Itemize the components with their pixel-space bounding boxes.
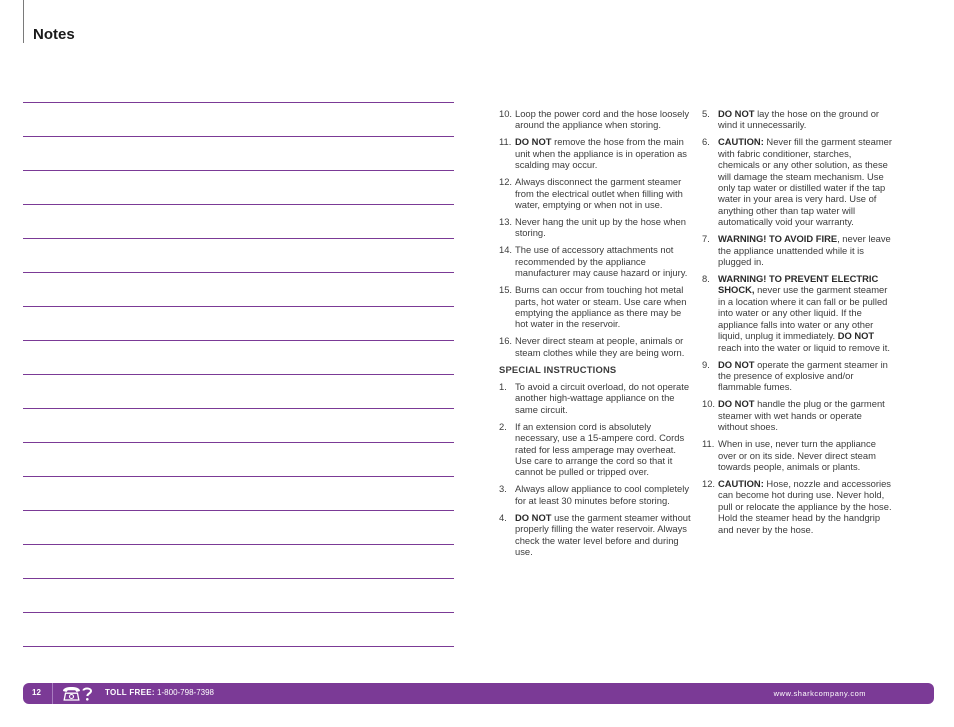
item-number: 2. [499, 420, 507, 432]
item-number: 12. [499, 176, 513, 188]
list-item [499, 244, 691, 278]
note-line [23, 612, 454, 613]
note-line [23, 408, 454, 409]
item-number: 11. [499, 136, 512, 148]
item-text [718, 478, 894, 535]
note-line [23, 340, 454, 341]
item-body: Burns can occur from touching hot metal parts, hot water or steam. Use care when emptying the appliance as there may be hot water in the reservoir. [515, 284, 687, 330]
item-emphasis: DO NOT [515, 136, 552, 148]
list-item [499, 284, 691, 330]
list-item [702, 273, 894, 353]
page-title: Notes [33, 26, 75, 43]
item-text [718, 273, 894, 353]
note-line [23, 544, 454, 545]
list-item [499, 512, 691, 558]
item-body: never use the garment steamer in a location where it can fall or be pulled into water or any other liquid. If the appliance falls into water or any other liquid, unplug it immediately. [718, 284, 888, 342]
item-body: lay the hose on the ground or wind it unnecessarily. [718, 108, 880, 131]
item-body: , never leave the appliance unattended while it is plugged in. [718, 233, 891, 268]
list-item [499, 381, 691, 415]
item-text [718, 136, 894, 227]
instructions-column-1 [499, 108, 691, 563]
website-link[interactable]: www.sharkcompany.com [773, 689, 866, 698]
item-text [515, 335, 691, 358]
item-number: 5. [702, 108, 710, 119]
list-item [499, 176, 691, 210]
item-number: 14. [499, 244, 513, 256]
item-emphasis: CAUTION: [718, 477, 764, 489]
list-item [702, 478, 894, 535]
instructions-column-2 [702, 108, 894, 541]
item-number: 13. [499, 216, 513, 228]
item-emphasis: CAUTION: [718, 136, 764, 148]
list-item [499, 421, 691, 478]
toll-free [105, 688, 214, 697]
item-emphasis: DO NOT [718, 398, 755, 410]
item-body: remove the hose from the main unit when the appliance is in operation as scalding may occur. [515, 136, 687, 171]
toll-free-label: TOLL FREE: [105, 688, 155, 697]
item-text [515, 244, 691, 278]
item-number: 11. [702, 438, 715, 450]
note-line [23, 476, 454, 477]
note-line [23, 442, 454, 443]
item-text [515, 483, 691, 506]
list-item [499, 136, 691, 170]
item-text [515, 108, 691, 131]
list-item [702, 136, 894, 227]
list-item [702, 359, 894, 393]
note-line [23, 170, 454, 171]
list-item [499, 335, 691, 358]
item-number: 1. [499, 380, 507, 392]
item-body: Hose, nozzle and accessories can become hot during use. Never hold, pull or relocate the appliance by the hose. Hold the steamer head by the handgrip and never by the hose. [718, 477, 892, 535]
item-text [718, 398, 894, 432]
item-number: 12. [702, 477, 716, 489]
item-number: 9. [702, 358, 710, 370]
special-instructions-heading: SPECIAL INSTRUCTIONS [499, 363, 617, 375]
item-body: operate the garment steamer in the presence of explosive and/or flammable fumes. [718, 358, 888, 393]
list-item [499, 108, 691, 131]
item-emphasis: WARNING! TO PREVENT ELECTRIC SHOCK, [718, 273, 879, 296]
item-number: 10. [499, 108, 513, 119]
item-number: 15. [499, 284, 513, 296]
item-number: 3. [499, 483, 507, 495]
item-text [515, 284, 691, 330]
toll-free-number: 1-800-798-7398 [154, 688, 214, 697]
item-number: 8. [702, 273, 710, 285]
item-text [515, 512, 691, 558]
footer-divider [52, 683, 53, 704]
note-line [23, 238, 454, 239]
note-line [23, 374, 454, 375]
item-body: Always allow appliance to cool completely for at least 30 minutes before storing. [515, 483, 690, 506]
list-item [702, 233, 894, 267]
item-body: If an extension cord is absolutely necessary, use a 15-ampere cord. Cords rated for less amperage may overheat. Use care to arrange the cord so that it cannot be pulled or tripped over. [515, 420, 685, 478]
item-body: handle the plug or the garment steamer with wet hands or operate without shoes. [718, 398, 885, 433]
item-text [718, 359, 894, 393]
item-body: reach into the water or liquid to remove it. [718, 341, 890, 353]
item-text [718, 233, 894, 267]
item-body: Always disconnect the garment steamer from the electrical outlet when filling with water, emptying or when not in use. [515, 176, 683, 211]
note-line [23, 510, 454, 511]
list-item [702, 398, 894, 432]
item-text [515, 136, 691, 170]
list-item [702, 438, 894, 472]
item-text [718, 108, 894, 131]
item-body: When in use, never turn the appliance over or on its side. Never direct steam towards people, animals or plants. [718, 438, 876, 472]
item-text [515, 421, 691, 478]
item-number: 6. [702, 136, 710, 148]
note-line [23, 306, 454, 307]
item-emphasis: DO NOT [515, 511, 552, 523]
list-item [499, 483, 691, 506]
item-emphasis: DO NOT [718, 108, 755, 119]
item-body: Never direct steam at people, animals or steam clothes while they are being worn. [515, 335, 685, 358]
item-body: The use of accessory attachments not recommended by the appliance manufacturer may cause hazard or injury. [515, 244, 688, 279]
note-line [23, 102, 454, 103]
item-body: use the garment steamer without properly filling the water reservoir. Always check the water level before and during use. [515, 511, 691, 557]
item-text [515, 381, 691, 415]
note-line [23, 646, 454, 647]
page-number: 12 [32, 688, 41, 697]
item-number: 10. [702, 398, 716, 410]
item-text [515, 216, 691, 239]
item-number: 7. [702, 233, 710, 245]
note-line [23, 578, 454, 579]
item-text [515, 176, 691, 210]
header-rule [23, 0, 24, 43]
item-number: 16. [499, 335, 513, 347]
phone-question-icon [60, 685, 94, 702]
item-text [718, 438, 894, 472]
list-item [702, 108, 894, 131]
item-emphasis: WARNING! TO AVOID FIRE [718, 233, 838, 245]
note-line [23, 136, 454, 137]
item-number: 4. [499, 511, 507, 523]
item-emphasis: DO NOT [837, 330, 875, 342]
item-emphasis: DO NOT [718, 358, 755, 370]
item-body: Never fill the garment steamer with fabric conditioner, starches, chemicals or any other solution, as these will damage the steam mechanism. Use only tap water or distilled water if the tap water in your area is very hard. Use of anything other than tap water will automatically void your warranty. [718, 136, 893, 228]
item-body: Never hang the unit up by the hose when storing. [515, 216, 686, 239]
list-item [499, 216, 691, 239]
item-body: To avoid a circuit overload, do not operate another high-wattage appliance on the same circuit. [515, 380, 690, 415]
footer-bar [23, 683, 934, 704]
note-line [23, 272, 454, 273]
note-line [23, 204, 454, 205]
item-body: Loop the power cord and the hose loosely around the appliance when storing. [515, 108, 690, 131]
